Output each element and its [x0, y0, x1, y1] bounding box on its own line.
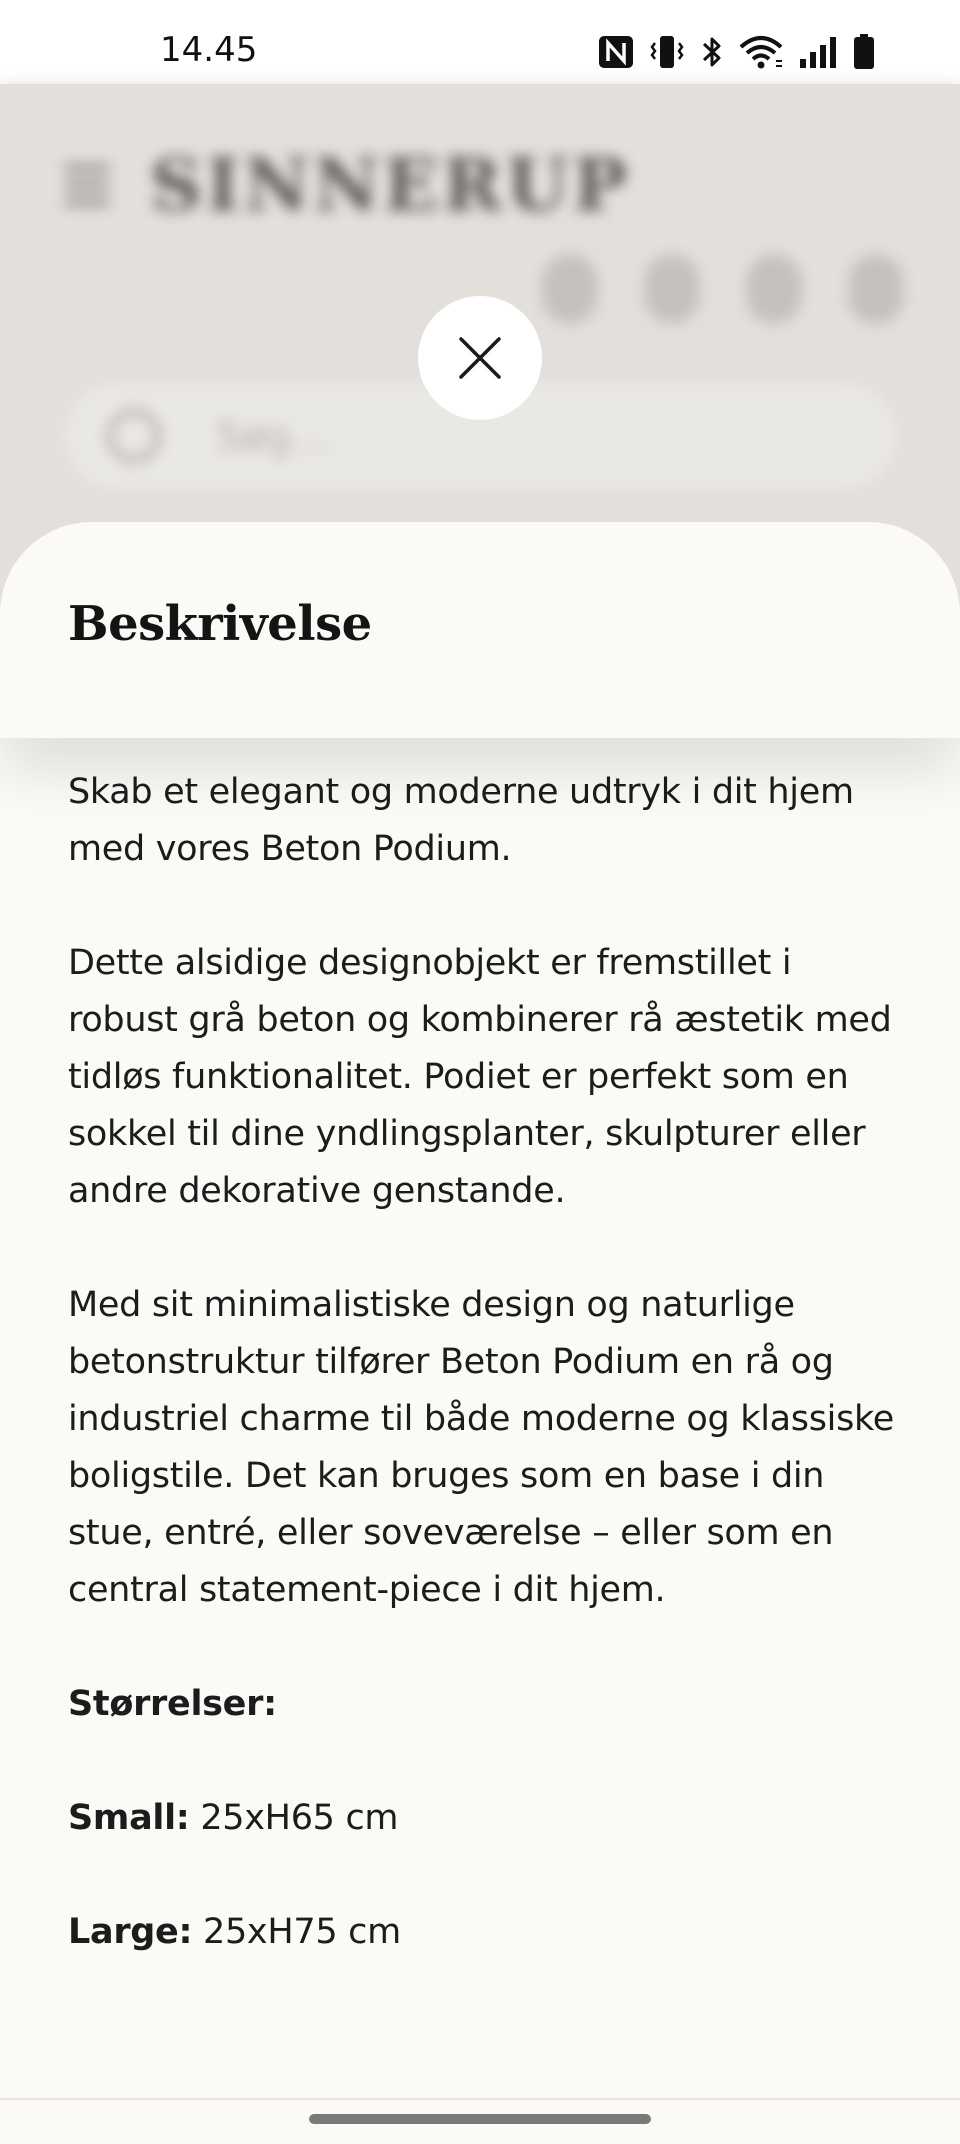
wifi-icon	[738, 35, 784, 69]
size-value: 25xH65 cm	[189, 1798, 399, 1838]
gesture-bar[interactable]	[309, 2114, 651, 2124]
sizes-heading: Størrelser:	[68, 1684, 277, 1724]
description-body[interactable]	[68, 764, 908, 2018]
search-icon	[106, 408, 162, 464]
size-small	[68, 1790, 908, 1847]
location-icon	[542, 254, 598, 324]
bluetooth-icon	[700, 35, 724, 69]
status-time: 14.45	[160, 30, 258, 70]
signal-icon	[798, 35, 838, 69]
size-value: 25xH75 cm	[192, 1912, 401, 1952]
size-label: Small:	[68, 1798, 190, 1838]
status-icons	[598, 34, 876, 70]
size-label: Large:	[68, 1912, 193, 1952]
brand-logo: SINNERUP	[150, 142, 631, 227]
battery-icon	[852, 34, 876, 70]
sheet-title: Beskrivelse	[68, 596, 372, 652]
description-sheet	[0, 522, 960, 2144]
vibrate-icon	[648, 35, 686, 69]
menu-icon	[64, 165, 110, 205]
close-icon	[458, 336, 502, 380]
heart-icon	[644, 254, 700, 324]
description-paragraph: Skab et elegant og moderne udtryk i dit hjem med vores Beton Podium.	[68, 772, 854, 869]
user-icon	[746, 254, 802, 324]
nfc-icon	[598, 35, 634, 69]
header	[64, 142, 631, 227]
description-paragraph: Dette alsidige designobjekt er fremstillet i robust grå beton og kombinerer rå æstetik med tidløs funktionalitet. Podiet er perfekt som en sokkel til dine yndlingsplanter, skulpturer eller andre dekorative genstande.	[68, 943, 892, 1211]
sheet-header	[0, 522, 960, 738]
basket-icon	[848, 254, 904, 324]
search-placeholder: Søg...	[216, 414, 330, 460]
bottom-divider	[0, 2098, 960, 2100]
close-button[interactable]	[418, 296, 542, 420]
status-bar	[0, 0, 960, 84]
description-paragraph: Med sit minimalistiske design og naturlige betonstruktur tilfører Beton Podium en rå og industriel charme til både moderne og klassiske boligstile. Det kan bruges som en base i din stue, entré, eller soveværelse – eller som en central statement-piece i dit hjem.	[68, 1285, 894, 1610]
size-large	[68, 1904, 908, 1961]
header-icons	[542, 254, 904, 324]
